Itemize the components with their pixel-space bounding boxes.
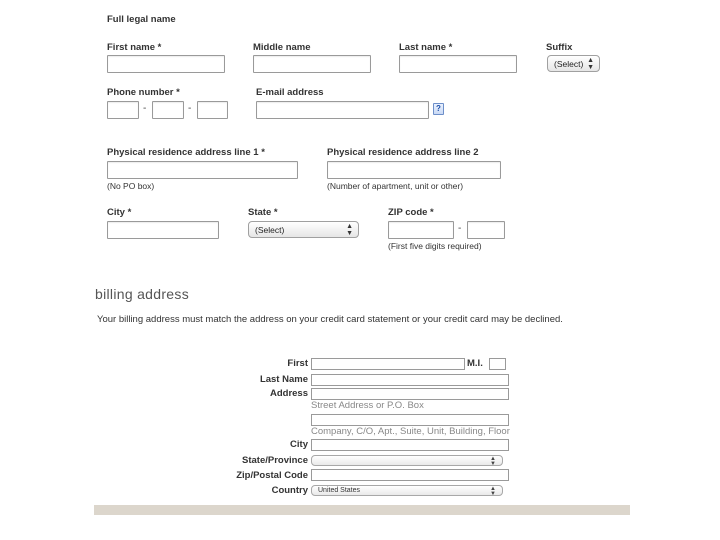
select-arrows-icon: ▲ ▼ bbox=[490, 456, 496, 467]
address-line2-input[interactable] bbox=[327, 161, 501, 179]
help-icon[interactable]: ? bbox=[433, 103, 444, 115]
state-label: State * bbox=[248, 207, 278, 218]
billing-first-label: First bbox=[287, 358, 308, 369]
phone-line-input[interactable] bbox=[197, 101, 228, 119]
billing-address-title: billing address bbox=[95, 286, 189, 302]
zip-code-label: ZIP code * bbox=[388, 207, 434, 218]
address-line1-label: Physical residence address line 1 * bbox=[107, 147, 265, 158]
phone-separator-2: - bbox=[188, 103, 192, 114]
last-name-input[interactable] bbox=[399, 55, 517, 73]
footer-divider bbox=[94, 505, 630, 515]
billing-city-input[interactable] bbox=[311, 439, 509, 451]
select-arrows-icon: ▲ ▼ bbox=[587, 57, 594, 71]
billing-first-input[interactable] bbox=[311, 358, 465, 370]
first-name-label: First name * bbox=[107, 42, 162, 53]
zip-plus4-input[interactable] bbox=[467, 221, 505, 239]
phone-area-code-input[interactable] bbox=[107, 101, 139, 119]
billing-mi-label: M.I. bbox=[467, 358, 483, 369]
address-line2-label: Physical residence address line 2 bbox=[327, 147, 479, 158]
billing-country-select[interactable] bbox=[311, 485, 503, 496]
email-label: E-mail address bbox=[256, 87, 324, 98]
email-input[interactable] bbox=[256, 101, 429, 119]
phone-prefix-input[interactable] bbox=[152, 101, 184, 119]
suffix-label: Suffix bbox=[546, 42, 573, 53]
last-name-label: Last name * bbox=[399, 42, 453, 53]
city-input[interactable] bbox=[107, 221, 219, 239]
full-legal-name-heading: Full legal name bbox=[107, 14, 176, 25]
state-select-value: (Select) bbox=[255, 224, 285, 235]
billing-zip-input[interactable] bbox=[311, 469, 509, 481]
address-line2-hint: (Number of apartment, unit or other) bbox=[327, 181, 464, 191]
billing-state-label: State/Province bbox=[242, 455, 308, 466]
billing-last-name-input[interactable] bbox=[311, 374, 509, 386]
billing-address-line2-input[interactable] bbox=[311, 414, 509, 426]
billing-country-label: Country bbox=[271, 485, 308, 496]
billing-mi-input[interactable] bbox=[489, 358, 506, 370]
middle-name-input[interactable] bbox=[253, 55, 371, 73]
billing-address-label: Address bbox=[269, 388, 308, 399]
phone-number-label: Phone number * bbox=[107, 87, 180, 98]
city-label: City * bbox=[107, 207, 132, 218]
zip-separator: - bbox=[458, 223, 462, 234]
phone-separator-1: - bbox=[143, 103, 147, 114]
billing-address-hint-1: Street Address or P.O. Box bbox=[311, 400, 424, 411]
middle-name-label: Middle name bbox=[253, 42, 311, 53]
billing-state-select[interactable] bbox=[311, 455, 503, 466]
billing-zip-label: Zip/Postal Code bbox=[236, 470, 308, 481]
suffix-select-value: (Select) bbox=[554, 58, 584, 69]
billing-city-label: City bbox=[290, 439, 308, 450]
first-name-input[interactable] bbox=[107, 55, 225, 73]
address-line1-hint: (No PO box) bbox=[107, 181, 155, 191]
billing-address-line1-input[interactable] bbox=[311, 388, 509, 400]
zip-code-hint: (First five digits required) bbox=[388, 241, 482, 251]
billing-last-name-label: Last Name bbox=[259, 374, 308, 385]
select-arrows-icon: ▲ ▼ bbox=[490, 486, 496, 497]
billing-address-hint-2: Company, C/O, Apt., Suite, Unit, Building, Floor bbox=[311, 426, 510, 437]
billing-country-value: United States bbox=[318, 487, 361, 494]
address-line1-input[interactable] bbox=[107, 161, 298, 179]
state-select[interactable] bbox=[248, 221, 359, 238]
select-arrows-icon: ▲ ▼ bbox=[346, 223, 353, 237]
zip-code-input[interactable] bbox=[388, 221, 454, 239]
suffix-select[interactable] bbox=[547, 55, 600, 72]
billing-address-note: Your billing address must match the address on your credit card statement or your credit card may be declined. bbox=[97, 314, 563, 325]
